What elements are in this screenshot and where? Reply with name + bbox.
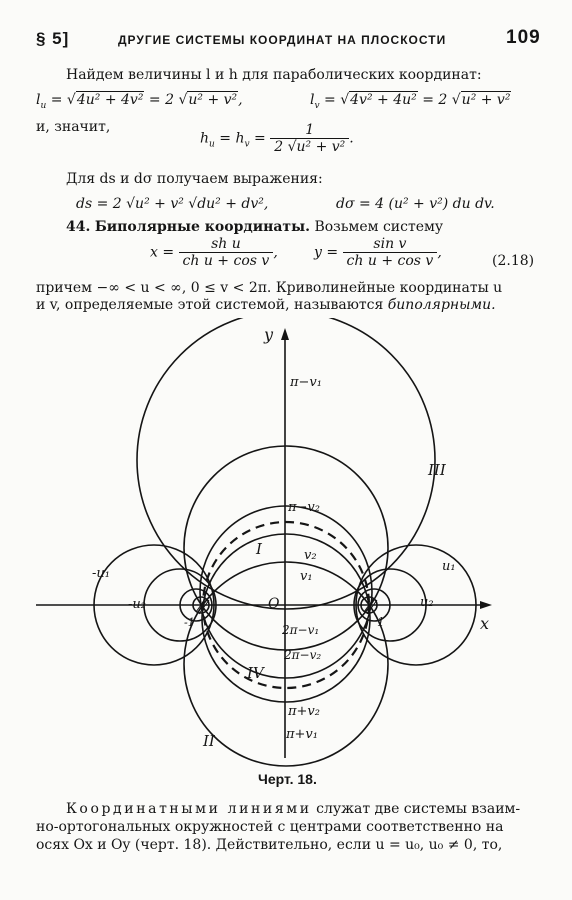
paragraph-coordinate-lines-3: осях Ox и Oy (черт. 18). Действительно, если u = u₀, u₀ ≠ 0, то,	[36, 837, 503, 853]
label-pi-plus-v2: π+v₂	[288, 704, 320, 719]
h-fraction	[270, 122, 349, 155]
h-symbol: h	[200, 130, 210, 147]
equation-ds: ds = 2 √u² + v² √du² + dv²,	[76, 196, 269, 212]
label-v2: v₂	[304, 548, 317, 563]
label-region-I: I	[256, 540, 262, 558]
y-fraction	[343, 236, 438, 269]
label-neg-u1: -u₁	[92, 566, 110, 581]
h-numerator: 1	[270, 122, 349, 139]
x-numerator: sh u	[179, 236, 274, 253]
paragraph-coordinate-lines-2: но-ортогональных окружностей с центрами соответственно на	[36, 819, 504, 835]
label-pi-minus-v2: π−v₂	[288, 500, 320, 515]
page-number: 109	[506, 27, 541, 48]
equation-dsigma: dσ = 4 (u² + v²) du dv.	[336, 196, 495, 212]
h-sub-u: u	[209, 139, 215, 150]
equation-2-18-x	[150, 236, 278, 269]
x-axis-arrow	[480, 601, 492, 609]
running-title: ДРУГИЕ СИСТЕМЫ КООРДИНАТ НА ПЛОСКОСТИ	[118, 33, 447, 47]
y-end: ,	[437, 244, 442, 261]
label-region-II: II	[203, 732, 215, 750]
equation-tag: (2.18)	[492, 253, 535, 269]
label-pi-minus-v1: π−v₁	[290, 375, 322, 390]
section-44	[66, 218, 443, 236]
lv-rhs-b: = 2 √	[417, 92, 461, 108]
section-44-text: Возьмем систему	[314, 219, 444, 235]
y-lhs: y =	[314, 244, 339, 261]
section-44-number: 44.	[66, 219, 91, 235]
label-u1: u₁	[442, 559, 456, 574]
lv-radicand: 4v² + 4u²	[350, 92, 417, 108]
label-y-axis: y	[264, 325, 274, 344]
circle-v1	[202, 534, 370, 702]
lu-rhs-b: = 2 √	[144, 92, 188, 108]
h-sub-v: v	[244, 139, 250, 150]
lv-symbol: l	[310, 92, 315, 108]
h-end: .	[349, 130, 354, 147]
lv-rhs-a: = √	[324, 92, 350, 108]
x-lhs: x =	[150, 244, 175, 261]
znachit-text: и, значит,	[36, 119, 111, 135]
lv-radicand2: u² + v²	[461, 92, 511, 108]
lu-end: ,	[238, 92, 243, 108]
label-origin: O	[268, 596, 280, 612]
paragraph-bipolar-line1: причем −∞ < u < ∞, 0 ≤ v < 2π. Криволинейные координаты u	[36, 280, 503, 296]
label-2pi-minus-v1: 2π−v₁	[282, 623, 320, 637]
label-one: 1	[377, 615, 385, 629]
coordinate-lines-rest: служат две системы взаим-	[311, 801, 521, 817]
x-denominator: ch u + cos v	[182, 253, 270, 269]
equation-2-18-y	[314, 236, 442, 269]
paragraph-coordinate-lines-1	[66, 800, 520, 818]
equation-lv	[310, 91, 511, 115]
equation-l	[36, 91, 243, 115]
label-region-IV: IV	[247, 664, 264, 682]
lv-sub: v	[314, 100, 320, 111]
label-minus-one: -1	[184, 616, 195, 629]
coordinate-lines-term: Координатными линиями	[66, 801, 312, 817]
h-mid: = h	[214, 130, 245, 147]
x-fraction	[179, 236, 274, 269]
y-numerator: sin v	[343, 236, 438, 253]
bipolar-figure	[0, 318, 572, 770]
bipolar-term: биполярными.	[387, 297, 496, 313]
equation-h	[200, 122, 354, 155]
label-pi-plus-v1: π+v₁	[286, 727, 318, 742]
figure-caption: Черт. 18.	[258, 771, 317, 787]
y-axis-arrow	[281, 328, 289, 340]
paragraph-ds: Для ds и dσ получаем выражения:	[66, 171, 323, 187]
lu-symbol: l	[36, 92, 41, 108]
paragraph-bipolar-line2	[36, 296, 496, 314]
lu-radicand2: u² + v²	[188, 92, 238, 108]
label-v1: v₁	[300, 569, 313, 584]
section-44-title: Биполярные координаты.	[94, 219, 311, 235]
x-end: ,	[273, 244, 278, 261]
label-2pi-minus-v2: 2π−v₂	[284, 648, 322, 662]
y-denominator: ch u + cos v	[346, 253, 434, 269]
h-eq: =	[249, 130, 271, 147]
section-marker: § 5]	[36, 29, 70, 48]
label-u2: u₂	[420, 595, 434, 610]
paragraph-intro: Найдем величины l и h для параболических координат:	[66, 67, 482, 83]
h-denominator: 2 √u² + v²	[274, 139, 346, 155]
lu-sub: u	[40, 100, 47, 111]
label-region-III: III	[428, 461, 446, 479]
bipolar-line2-text: и v, определяемые этой системой, называются	[36, 297, 388, 313]
lu-radicand: 4u² + 4v²	[76, 92, 144, 108]
label-x-axis: x	[480, 614, 490, 633]
circle-III	[137, 318, 435, 609]
label-neg-u2: -u₂	[128, 597, 146, 612]
lu-rhs-a: = √	[50, 92, 76, 108]
